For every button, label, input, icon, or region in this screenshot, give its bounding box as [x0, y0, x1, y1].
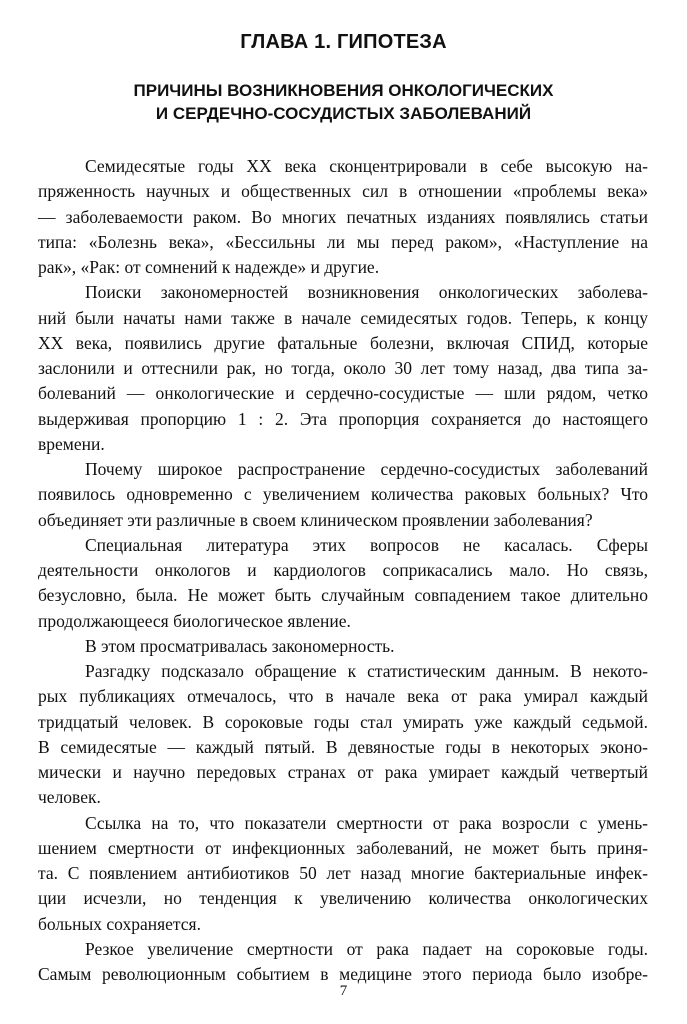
text-line: Резкое увеличение смертности от рака падает на сороковые годы. — [85, 938, 648, 959]
text-line: пряженность научных и общественных сил в отношении «проблемы века» — [38, 181, 648, 202]
text-line: Семидесятые годы XX века сконцентрировали в себе высокую на- — [85, 156, 648, 176]
text-line: времени. — [38, 433, 105, 454]
paragraph — [38, 811, 648, 937]
text-line: человек. — [38, 787, 101, 808]
text-line: ции исчезли, но тенденция к увеличению количества онкологических — [38, 888, 648, 909]
text-line: безусловно, была. Не может быть случайным совпадением такое длительно — [38, 585, 648, 606]
text-line: Специальная литература этих вопросов не касалась. Сферы — [85, 534, 648, 555]
text-line: мически и научно передовых странах от рака умирает каждый четвертый — [38, 762, 648, 782]
text-line: тридцатый человек. В сороковые годы стал умирать уже каждый седьмой. — [38, 711, 648, 732]
text-line: XX века, появились другие фатальные болезни, включая СПИД, которые — [38, 332, 648, 353]
text-line: типа: «Болезнь века», «Бессильны ли мы перед раком», «Наступление на — [38, 231, 648, 252]
body-text — [38, 154, 648, 987]
paragraph — [38, 634, 648, 659]
paragraph — [38, 280, 648, 457]
text-line: Ссылка на то, что показатели смертности от рака возросли с умень- — [85, 812, 648, 833]
text-line: появилось одновременно с увеличением количества раковых больных? Что — [38, 484, 648, 505]
paragraph — [38, 937, 648, 988]
section-title-line: ПРИЧИНЫ ВОЗНИКНОВЕНИЯ ОНКОЛОГИЧЕСКИХ — [133, 81, 554, 100]
text-line: Самым революционным событием в медицине этого периода было изобре- — [38, 964, 648, 984]
chapter-title: ГЛАВА 1. ГИПОТЕЗА — [240, 31, 447, 53]
text-line: ний были начаты нами также в начале семидесятых годов. Теперь, к концу — [38, 307, 648, 328]
text-line: заслонили и оттеснили рак, но тогда, около 30 лет тому назад, два типа за- — [38, 358, 648, 378]
paragraph — [38, 154, 648, 280]
text-line: болеваний — онкологические и сердечно-сосудистые — шли рядом, четко — [38, 383, 648, 404]
text-line: больных сохраняется. — [38, 913, 201, 934]
text-line: В этом просматривалась закономерность. — [85, 635, 395, 656]
text-line: шением смертности от инфекционных заболеваний, не может быть приня- — [38, 837, 648, 858]
text-line: Поиски закономерностей возникновения онкологических заболева- — [85, 282, 648, 303]
text-line: деятельности онкологов и кардиологов соприкасались мало. Но связь, — [38, 560, 648, 580]
text-line: Разгадку подсказало обращение к статистическим данным. В некото- — [85, 661, 648, 681]
text-line: В семидесятые — каждый пятый. В девяностые годы в некоторых эконо- — [38, 736, 648, 757]
paragraph — [38, 659, 648, 811]
text-line: рых публикациях отмечалось, что в начале века от рака умирал каждый — [38, 686, 648, 707]
section-title — [0, 79, 687, 125]
text-line: объединяет эти различные в своем клиническом проявлении заболевания? — [38, 509, 593, 530]
text-line: Почему широкое распространение сердечно-сосудистых заболеваний — [85, 459, 648, 479]
section-title-line: И СЕРДЕЧНО-СОСУДИСТЫХ ЗАБОЛЕВАНИЙ — [155, 104, 532, 123]
text-line: продолжающееся биологическое явление. — [38, 610, 351, 631]
text-line: та. С появлением антибиотиков 50 лет назад многие бактериальные инфек- — [38, 863, 648, 883]
paragraph — [38, 457, 648, 533]
paragraph — [38, 533, 648, 634]
text-line: рак», «Рак: от сомнений к надежде» и другие. — [38, 257, 380, 277]
text-line: выдерживая пропорцию 1 : 2. Эта пропорция сохраняется до настоящего — [38, 408, 648, 429]
text-line: — заболеваемости раком. Во многих печатных изданиях появлялись статьи — [38, 206, 648, 227]
page-number: 7 — [339, 983, 348, 999]
